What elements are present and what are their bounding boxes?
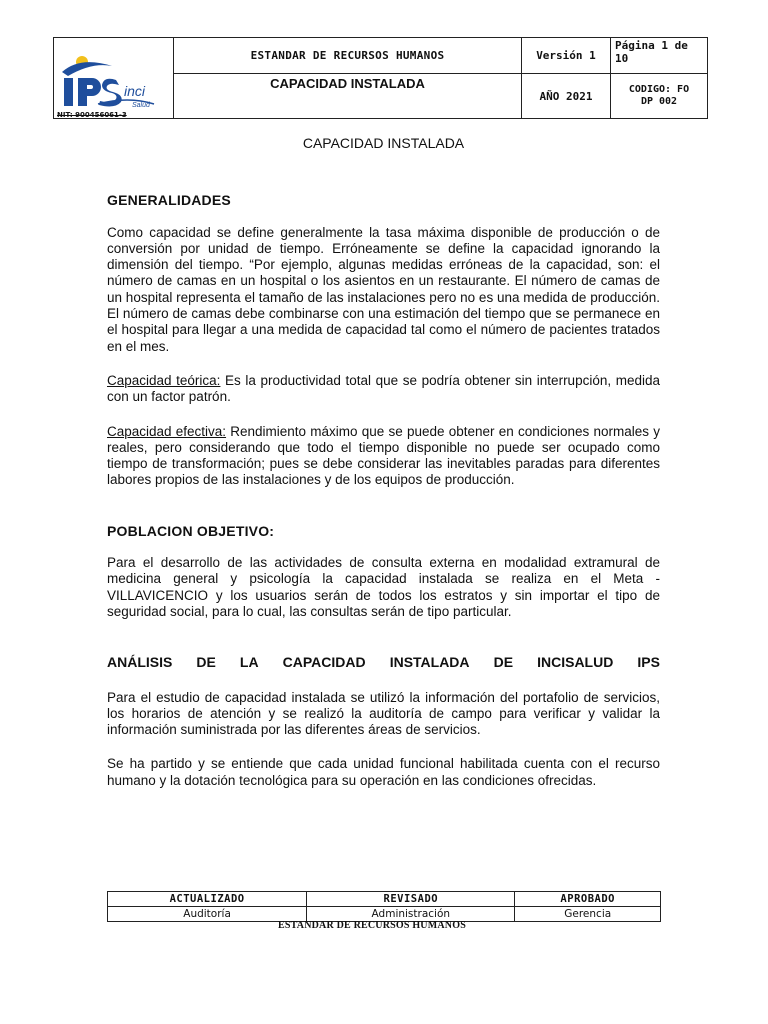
header-title-cell [174,38,522,74]
analisis-word: DE [493,654,514,671]
analisis-paragraph-1: Para el estudio de capacidad instalada se utilizó la información del portafolio de servicios, los horarios de atención y se realizó la auditoría de campo para verificar y validar la información suministrada por las diferentes áreas de servicios. [107,689,660,738]
capacidad-efectiva-label: Capacidad efectiva: [107,423,227,439]
document-title: CAPACIDAD INSTALADA [302,135,465,151]
analisis-word: DE [196,654,216,671]
code-line-1: CODIGO: FO [628,84,690,95]
approval-header-row [108,892,661,907]
section-heading-analisis [107,654,660,670]
approval-value-revisado: Administración [307,907,515,922]
capacidad-efectiva-paragraph [107,424,660,489]
generalidades-paragraph: Como capacidad se define generalmente la tasa máxima disponible de producción o de conversión por unidad de tiempo. Erróneamente se define la capacidad ignorando la dimensión del tiempo. “Por ejemplo, algunas medidas erróneas de la capacidad, son: el número de camas en un hospital o los asientos en un restaurante. El número de camas de un hospital representa el tamaño de las instalaciones pero no es una medida de producción. El número de camas debe combinarse con una estimación del tiempo que se permanece en el hospital para llegar a una medida de capacidad tal como el número de pacientes tratados en el mes. [107,224,660,354]
approval-value-aprobado: Gerencia [515,907,661,922]
approval-header-actualizado: ACTUALIZADO [108,892,307,907]
version-text: Versión 1 [536,49,596,62]
section-heading-generalidades: GENERALIDADES [107,192,231,209]
document-body [107,135,660,807]
year-text: AÑO 2021 [539,89,593,103]
analisis-word: LA [239,654,259,671]
logo-tagline-text: Salud [132,102,150,109]
header-title: ESTANDAR DE RECURSOS HUMANOS [250,49,445,62]
nit-text: NIT: 900456061-3 [57,111,127,118]
document-header-table [53,37,708,119]
capacidad-teorica-paragraph [107,373,660,406]
ips-incisalud-logo [58,52,170,110]
year-cell [522,74,611,118]
analisis-paragraph-2: Se ha partido y se entiende que cada unidad funcional habilitada cuenta con el recurso humano y la dotación tecnológica para su operación en las condiciones ofrecidas. [107,756,660,788]
analisis-word: INSTALADA [389,654,470,671]
analisis-word: ANÁLISIS [107,654,173,671]
page-number-text: Página 1 de 10 [615,39,688,65]
approval-value-actualizado: Auditoría [108,907,307,922]
capacidad-teorica-label: Capacidad teórica: [107,372,221,388]
header-subtitle-cell [174,74,522,118]
page-number-cell [611,38,707,74]
analisis-word: INCISALUD [537,654,614,671]
capacidad-efectiva-text: Rendimiento máximo que se puede obtener en condiciones normales y reales, pero considerando que todo el tiempo disponible no puede ser ocupado como tiempo de transformación; pues se debe considerar las inevitables paradas para diferentes labores propios de las instalaciones y de los equipos de producción. [107,423,660,488]
analisis-word: IPS [637,654,660,671]
approval-header-aprobado: APROBADO [515,892,661,907]
version-cell [522,38,611,74]
header-subtitle: CAPACIDAD INSTALADA [270,76,425,91]
analisis-word: CAPACIDAD [282,654,366,671]
capacidad-teorica-text: Es la productividad total que se podría obtener sin interrupción, medida con un factor patrón. [107,372,660,405]
poblacion-paragraph: Para el desarrollo de las actividades de consulta externa en modalidad extramural de medicina general y psicología la capacidad instalada se realiza en el Meta - VILLAVICENCIO y los usuarios serán de todos los estratos y sin importar el tipo de seguridad social, para lo cual, las consultas serán de tipo particular. [107,555,660,619]
code-line-2: DP 002 [640,96,678,107]
logo-cell [54,38,174,118]
footer-text: ESTANDAR DE RECURSOS HUMANOS [278,920,466,931]
approval-header-revisado: REVISADO [307,892,515,907]
section-heading-poblacion: POBLACION OBJETIVO: [107,522,275,539]
approval-table [107,891,661,922]
logo-suffix-text: inci [124,83,146,99]
code-cell [611,74,707,118]
